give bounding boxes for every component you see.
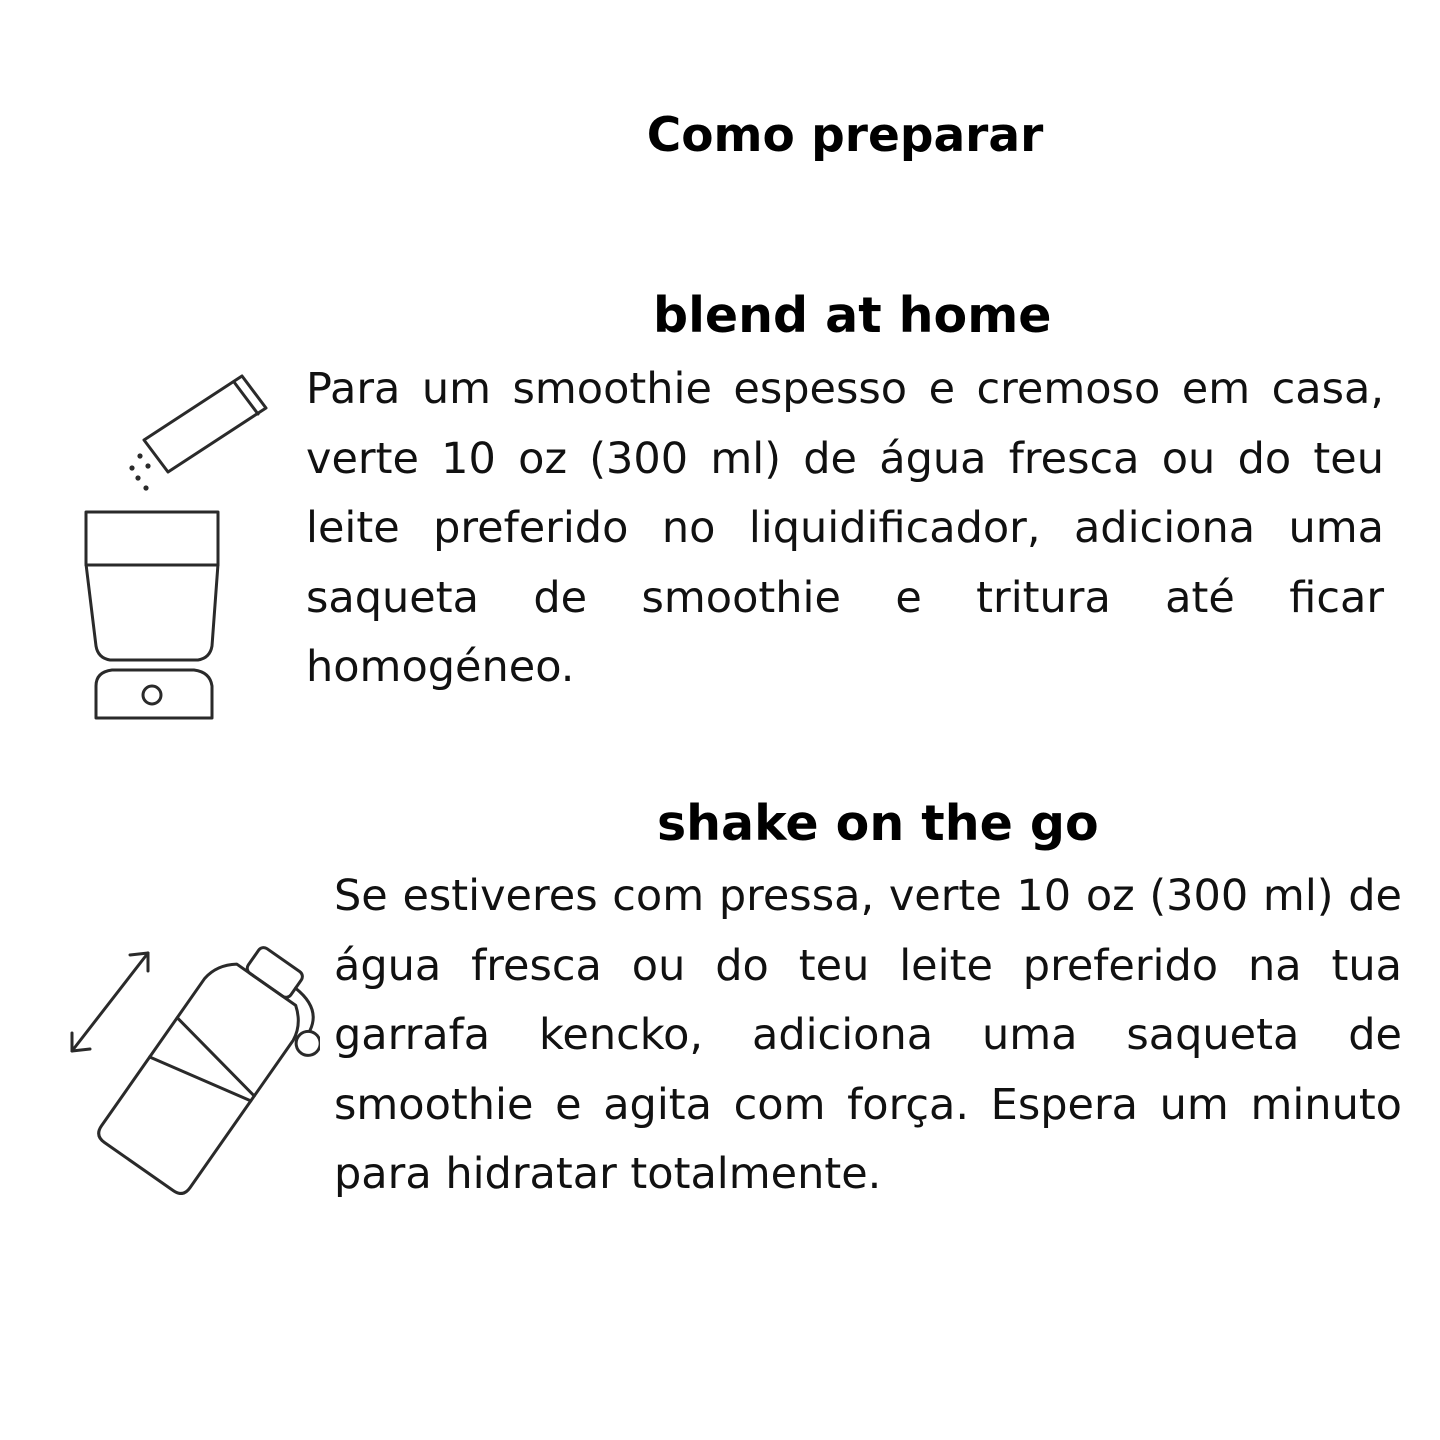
page-title: Como preparar (646, 108, 1044, 164)
section-title-shake: shake on the go (657, 795, 1099, 852)
section-title-blend: blend at home (653, 287, 1052, 344)
section-body-blend: Para um smoothie espesso e cremoso em casa, verte 10 oz (300 ml) de água fresca ou do teu leite preferido no liquidificador, adiciona uma saqueta de smoothie e tritura até ficar homogéneo. (306, 364, 1384, 692)
shaker-bottle-icon (60, 935, 320, 1195)
blender-with-sachet-icon (74, 368, 274, 728)
section-body-shake: Se estiveres com pressa, verte 10 oz (300 ml) de água fresca ou do teu leite preferido na tua garrafa kencko, adiciona uma saqueta de smoothie e agita com força. Espera um minuto para hidratar totalmente. (334, 871, 1402, 1199)
